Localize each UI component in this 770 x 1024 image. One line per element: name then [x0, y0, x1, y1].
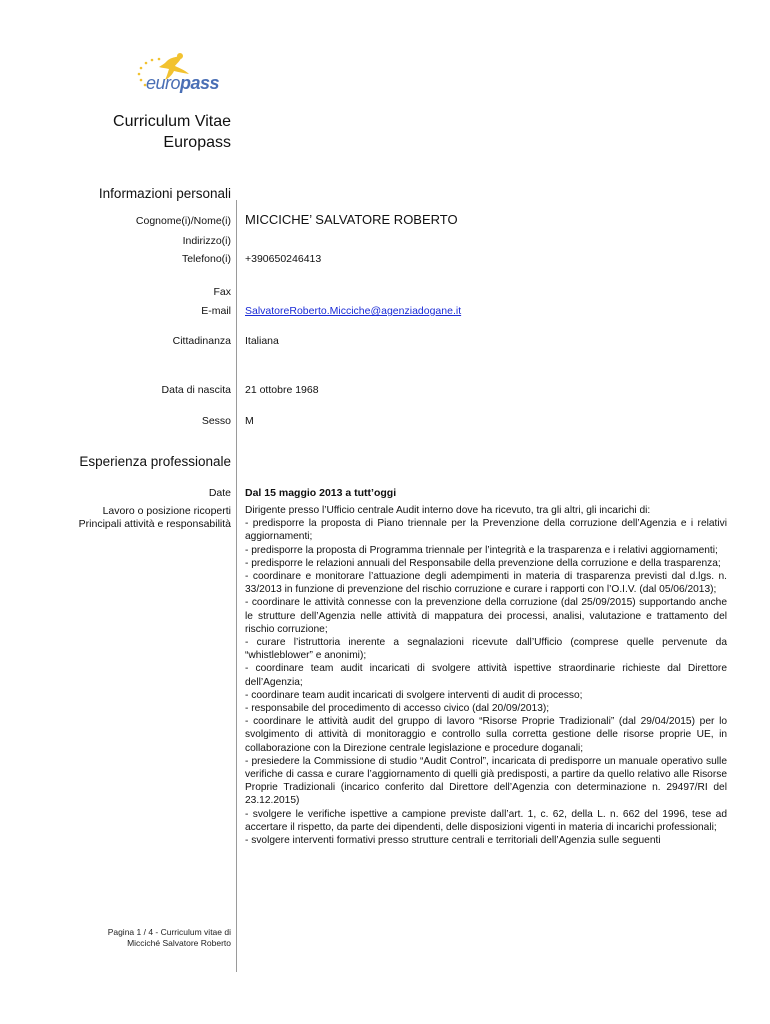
- citizenship-value: Italiana: [245, 335, 279, 347]
- sex-label: Sesso: [201, 415, 231, 427]
- footer-line2: Micciché Salvatore Roberto: [127, 938, 231, 948]
- experience-line: - responsabile del procedimento di accesso civico (dal 20/09/2013);: [245, 703, 550, 715]
- experience-line: - predisporre la proposta di Programma triennale per l’integrità e la trasparenza e i relativi aggiornamenti;: [245, 544, 718, 556]
- position-label: Lavoro o posizione ricoperti: [102, 505, 231, 517]
- experience-line: - predisporre la proposta di Piano triennale per la Prevenzione della corruzione dell’Agenzia e i relativi aggiornamenti;: [245, 518, 727, 543]
- birth-date-label: Data di nascita: [161, 384, 231, 396]
- experience-line: - coordinare le attività audit del gruppo di lavoro “Risorse Proprie Tradizionali” (dal 29/04/2015) per lo svolgimento di attività di monitoraggio e controllo sulla corretta gestione delle risorse proprie UE, in collaborazione con la Direzione centrale legislazione e procedure doganali;: [245, 716, 727, 754]
- page-footer: [108, 927, 231, 949]
- cv-title-line1: Curriculum Vitae: [113, 113, 231, 130]
- experience-line: - svolgere le verifiche ispettive a campione previste dall’art. 1, c. 62, della L. n. 662 del 1996, tese ad accertare il rispetto, da parte dei dipendenti, delle disposizioni vigenti in materia di incarichi professionali;: [245, 808, 727, 833]
- experience-line: - presiedere la Commissione di studio “Audit Control”, incaricata di predisporre un manuale operativo sulle verifiche di cassa e curare l’aggiornamento di quelli già predisposti, a partire da quello relativo alle Risorse Proprie Tradizionali (incarico conferito dal Direttore dell’Agenzia con determinazione n. 29497/RI del 23.12.2015): [245, 755, 727, 807]
- experience-line: - coordinare team audit incaricati di svolgere interventi di audit di processo;: [245, 689, 583, 701]
- experience-line: Dirigente presso l’Ufficio centrale Audit interno dove ha ricevuto, tra gli altri, gli incarichi di:: [245, 505, 651, 516]
- date-value: Dal 15 maggio 2013 a tutt’oggi: [245, 487, 397, 499]
- experience-line: - coordinare le attività connesse con la prevenzione della corruzione (dal 25/09/2015) supportando anche le strutture dell’Agenzia nelle attività di mappatura dei processi, analisi, valutazione e trattamento del rischio corruzione;: [245, 597, 727, 635]
- fax-label: Fax: [213, 286, 231, 298]
- name-label: Cognome(i)/Nome(i): [135, 215, 231, 227]
- cv-title-line2: Europass: [163, 134, 231, 151]
- experience-line: - coordinare team audit incaricati di svolgere attività ispettive straordinarie richieste dal Direttore dell’Agenzia;: [245, 663, 727, 688]
- logo-suffix: pass: [180, 73, 220, 93]
- activities-label: Principali attività e responsabilità: [78, 518, 231, 530]
- experience-line: - coordinare e monitorare l’attuazione degli adempimenti in materia di trasparenza previsti dal d.lgs. n. 33/2013 in funzione di prevenzione del rischio corruzione e curare i rapporti con l’O.I.V. (dal 05/06/2013);: [245, 571, 727, 596]
- europass-wordmark: [146, 73, 219, 94]
- footer-line1: Pagina 1 / 4 - Curriculum vitae di: [107, 927, 231, 937]
- section-personal-info: Informazioni personali: [98, 186, 231, 201]
- column-divider: [236, 200, 237, 972]
- citizenship-label: Cittadinanza: [172, 335, 231, 347]
- birth-date-value: 21 ottobre 1968: [245, 384, 319, 396]
- phone-label: Telefono(i): [181, 253, 231, 265]
- email-label: E-mail: [201, 305, 231, 317]
- address-label: Indirizzo(i): [182, 235, 231, 247]
- email-link[interactable]: SalvatoreRoberto.Micciche@agenziadogane.it: [245, 305, 462, 317]
- sex-value: M: [245, 415, 254, 427]
- section-experience: Esperienza professionale: [79, 454, 231, 469]
- experience-line: - curare l’istruttoria inerente a segnalazioni ricevute dall’Ufficio (comprese quelle pervenute da “whistleblower” e anonimi);: [245, 637, 727, 662]
- experience-description: [245, 504, 727, 847]
- phone-value: +390650246413: [245, 253, 322, 265]
- name-value: MICCICHE’ SALVATORE ROBERTO: [245, 212, 458, 227]
- experience-line: - predisporre le relazioni annuali del Responsabile della prevenzione della corruzione e della trasparenza;: [245, 557, 721, 569]
- experience-line: - svolgere interventi formativi presso strutture centrali e territoriali dell’Agenzia sulle seguenti: [245, 835, 661, 847]
- date-label: Date: [208, 487, 231, 499]
- cv-title: [113, 111, 231, 153]
- logo-prefix: euro: [146, 73, 181, 93]
